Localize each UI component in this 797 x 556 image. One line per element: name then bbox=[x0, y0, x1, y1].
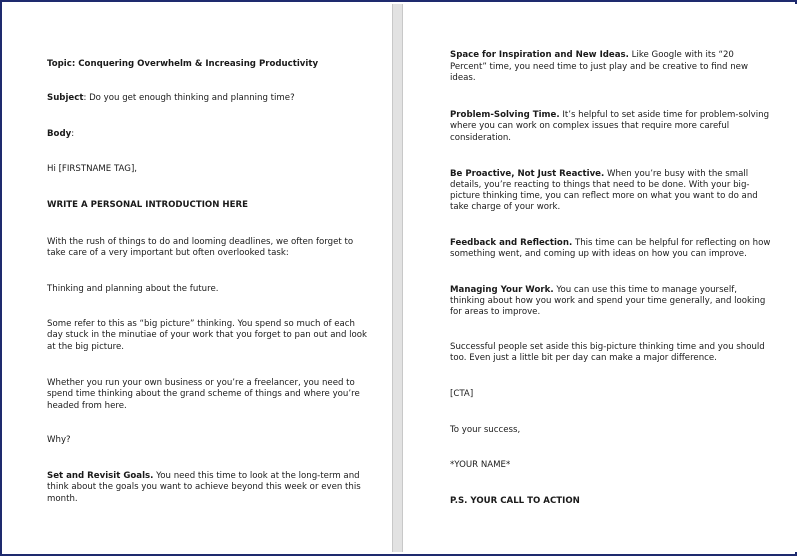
paragraph-line: think about the goals you want to achieve beyond this week or even this bbox=[47, 482, 361, 492]
paragraph-line: take charge of your work. bbox=[450, 202, 561, 212]
paragraph-line: headed from here. bbox=[47, 401, 127, 411]
paragraph-line bbox=[47, 471, 360, 483]
paragraph-line: at the big picture. bbox=[47, 342, 124, 352]
section-text: You need this time to look at the long-term and bbox=[153, 471, 360, 481]
paragraph-line: Why? bbox=[47, 435, 71, 445]
paragraph-line bbox=[450, 169, 748, 181]
ps-call-to-action: P.S. YOUR CALL TO ACTION bbox=[450, 496, 580, 506]
greeting: Hi [FIRSTNAME TAG], bbox=[47, 164, 138, 174]
paragraph-line: thinking about how you work and spend your time generally, and looking bbox=[450, 296, 766, 306]
paragraph-line: With the rush of things to do and looming deadlines, we often forget to bbox=[47, 237, 354, 247]
paragraph-line: take care of a very important but often overlooked task: bbox=[47, 248, 289, 258]
closing-line: To your success, bbox=[450, 425, 521, 435]
paragraph-line bbox=[450, 110, 769, 122]
paragraph-line: ideas. bbox=[450, 73, 476, 83]
intro-placeholder: WRITE A PERSONAL INTRODUCTION HERE bbox=[47, 200, 248, 210]
left-page bbox=[4, 4, 392, 552]
topic-line: Topic: Conquering Overwhelm & Increasing Productivity bbox=[47, 59, 319, 69]
section-heading: Managing Your Work. bbox=[450, 285, 554, 295]
paragraph-line bbox=[450, 285, 737, 297]
subject-line bbox=[47, 93, 295, 105]
paragraph-line: month. bbox=[47, 494, 78, 504]
body-colon: : bbox=[71, 129, 75, 139]
paragraph-line: Successful people set aside this big-picture thinking time and you should bbox=[450, 342, 765, 352]
section-heading: Feedback and Reflection. bbox=[450, 238, 573, 248]
paragraph-line: day stuck in the minutiae of your work that you forget to pan out and look bbox=[47, 330, 368, 340]
paragraph-line: Percent” time, you need time to just play and be creative to find new bbox=[450, 62, 748, 72]
paragraph-line: something went, and coming up with ideas on how you can improve. bbox=[450, 249, 747, 259]
section-heading: Space for Inspiration and New Ideas. bbox=[450, 50, 629, 60]
section-heading: Problem-Solving Time. bbox=[450, 110, 560, 120]
paragraph-line: where you can work on complex issues that require more careful bbox=[450, 121, 730, 131]
paragraph-line: too. Even just a little bit per day can make a major difference. bbox=[450, 353, 717, 363]
your-name-placeholder: *YOUR NAME* bbox=[450, 460, 511, 470]
paragraph-line: for areas to improve. bbox=[450, 307, 541, 317]
subject-label: Subject bbox=[47, 93, 84, 103]
section-text: When you’re busy with the small bbox=[604, 169, 749, 179]
section-heading: Set and Revisit Goals. bbox=[47, 471, 154, 481]
paragraph-line: details, you’re reacting to things that need to be done. With your big- bbox=[450, 180, 750, 190]
paragraph-line: Thinking and planning about the future. bbox=[47, 284, 219, 294]
paragraph-line: spend time thinking about the grand scheme of things and where you’re bbox=[47, 389, 360, 399]
paragraph-line: Whether you run your own business or you’re a freelancer, you need to bbox=[47, 378, 355, 388]
paragraph-line: Some refer to this as “big picture” thinking. You spend so much of each bbox=[47, 319, 355, 329]
paragraph-line bbox=[450, 50, 734, 62]
paragraph-line: picture thinking time, you can reflect more on what you want to do and bbox=[450, 191, 758, 201]
paragraph-line: consideration. bbox=[450, 133, 512, 143]
body-label: Body bbox=[47, 129, 72, 139]
section-heading: Be Proactive, Not Just Reactive. bbox=[450, 169, 605, 179]
right-page bbox=[403, 4, 797, 552]
section-text: This time can be helpful for reflecting on how bbox=[572, 238, 771, 248]
paragraph-line bbox=[450, 238, 770, 250]
section-text: Like Google with its “20 bbox=[628, 50, 734, 60]
cta-placeholder: [CTA] bbox=[450, 389, 474, 399]
section-text: It’s helpful to set aside time for problem-solving bbox=[559, 110, 770, 120]
subject-text: : Do you get enough thinking and planning time? bbox=[83, 93, 295, 103]
body-label-line bbox=[47, 129, 74, 141]
section-text: You can use this time to manage yourself, bbox=[553, 285, 737, 295]
page-gutter bbox=[392, 4, 403, 552]
